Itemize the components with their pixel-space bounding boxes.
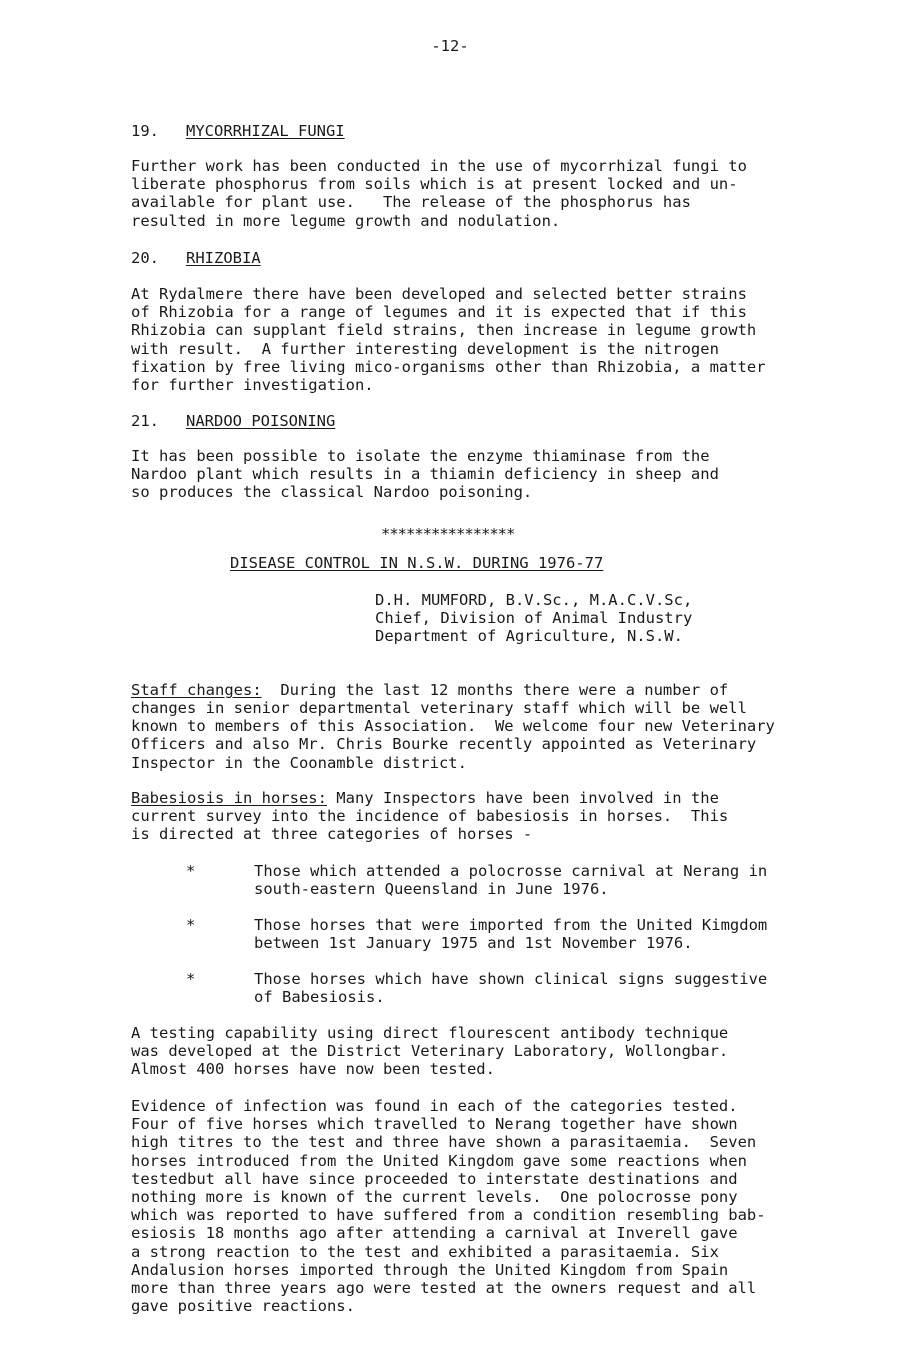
author-line-3: Department of Agriculture, N.S.W. [375,627,683,645]
article-title: DISEASE CONTROL IN N.S.W. DURING 1976-77 [230,554,604,572]
evidence-paragraph: Evidence of infection was found in each of the categories tested. Four of five horses which travelled to Nerang together have shown high titres to the test and three have shown a parasitaemia. Seven horses introduced from the United Kingdom gave some reactions when testedbut all have since proceeded to interstate destinations and nothing more is known of the current levels. One polocrosse pony which was reported to have suffered from a condition resembling bab- esiosis 18 months ago after attending a carnival at Inverell gave a strong reaction to the test and exhibited a parasitaemia. Six Andalusion horses imported through the United Kingdom from Spain more than three years ago were tested at the owners request and all gave positive reactions. [131,1097,766,1316]
bullet-marker-1: * [186,862,196,880]
section-19-heading: MYCORRHIZAL FUNGI [186,122,345,140]
section-20-number: 20. [131,249,159,267]
asterisk-separator: **************** [381,525,515,543]
bullet-marker-3: * [186,970,196,988]
page-number: -12- [431,37,469,55]
bullet-text-1: Those which attended a polocrosse carnival at Nerang in south-eastern Queensland in June 1976. [254,862,768,899]
section-20-body: At Rydalmere there have been developed and selected better strains of Rhizobia for a range of legumes and it is expected that if this Rhizobia can supplant field strains, then increase in legume growth with result. A further interesting development is the nitrogen fixation by free living mico-organisms other than Rhizobia, a matter for further investigation. [131,285,766,395]
bullet-text-2: Those horses that were imported from the United Kimgdom between 1st January 1975 and 1st November 1976. [254,916,768,953]
babesiosis-body: current survey into the incidence of babesiosis in horses. This is directed at three categories of horses - [131,807,729,844]
author-line-2: Chief, Division of Animal Industry [375,609,693,627]
section-21-heading: NARDOO POISONING [186,412,336,430]
section-20-heading: RHIZOBIA [186,249,261,267]
staff-changes-label: Staff changes: [131,681,262,699]
bullet-text-3: Those horses which have shown clinical signs suggestive of Babesiosis. [254,970,768,1007]
babesiosis-label: Babesiosis in horses: [131,789,327,807]
section-21-number: 21. [131,412,159,430]
babesiosis-first-line [131,789,719,807]
staff-changes-body: changes in senior departmental veterinary staff which will be well known to members of this Association. We welcome four new Veterinary Officers and also Mr. Chris Bourke recently appointed as Veterinary Inspector in the Coonamble district. [131,699,775,772]
staff-changes-first-line [131,681,728,699]
section-19-body: Further work has been conducted in the use of mycorrhizal fungi to liberate phosphorus from soils which is at present locked and un- available for plant use. The release of the phosphorus has resulted in more legume growth and nodulation. [131,157,747,230]
author-line-1: D.H. MUMFORD, B.V.Sc., M.A.C.V.Sc, [375,591,693,609]
testing-paragraph: A testing capability using direct flourescent antibody technique was developed at the District Veterinary Laboratory, Wollongbar. Almost 400 horses have now been tested. [131,1024,729,1079]
babesiosis-first-line-rest: Many Inspectors have been involved in the [326,789,719,807]
section-19-number: 19. [131,122,159,140]
staff-changes-first-line-rest: During the last 12 months there were a number of [261,681,729,699]
section-21-body: It has been possible to isolate the enzyme thiaminase from the Nardoo plant which results in a thiamin deficiency in sheep and so produces the classical Nardoo poisoning. [131,447,719,502]
bullet-marker-2: * [186,916,196,934]
